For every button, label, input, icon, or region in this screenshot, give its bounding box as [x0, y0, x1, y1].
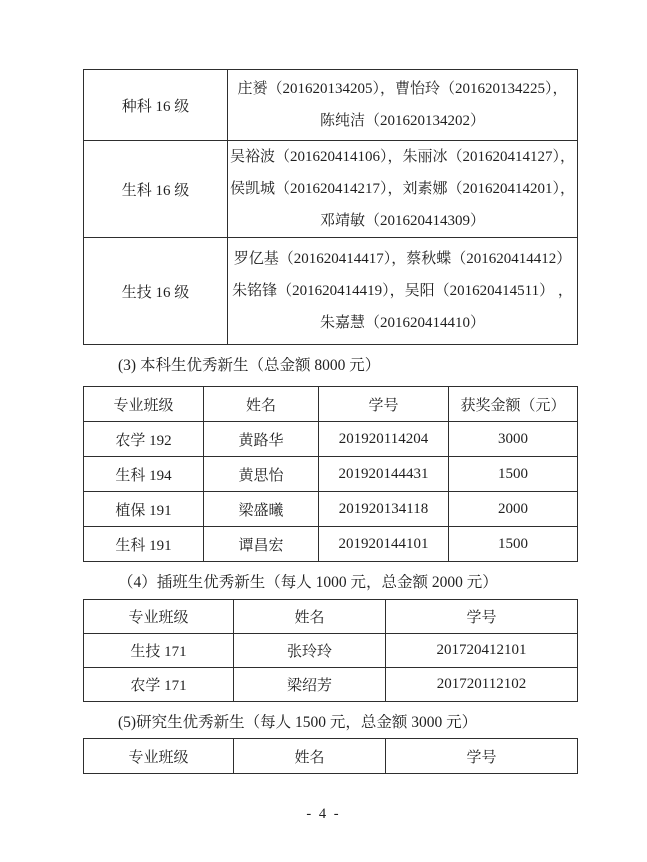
name-cell: 黄思怡 [204, 457, 319, 492]
table-header-row [84, 739, 578, 774]
class-label-cell: 种科 16 级 [84, 70, 228, 141]
winners-line: 吴裕波（201620414106），朱丽冰（201620414127）， [229, 149, 575, 165]
student-id-cell: 201920144101 [319, 527, 449, 562]
header-name: 姓名 [204, 387, 319, 422]
award-amount-cell: 2000 [449, 492, 578, 527]
major-class-cell: 农学 171 [84, 668, 234, 702]
table-row [84, 141, 578, 238]
header-major-class: 专业班级 [84, 387, 204, 422]
winners-line: 罗亿基（201620414417），蔡秋蝶（201620414412） [233, 251, 572, 267]
header-student-id: 学号 [386, 600, 578, 634]
section-4-heading: （4）插班生优秀新生（每人 1000 元，总金额 2000 元） [118, 574, 498, 591]
winners-cell [228, 238, 578, 345]
winners-line: 朱嘉慧（201620414410） [319, 315, 485, 331]
winners-line: 陈纯洁（201620134202） [319, 113, 485, 129]
winners-line: 庄赟（201620134205），曹怡玲（201620134225）， [237, 81, 568, 97]
major-class-cell: 农学 192 [84, 422, 204, 457]
major-class-cell: 生科 194 [84, 457, 204, 492]
table-row [84, 70, 578, 141]
award-amount-cell: 3000 [449, 422, 578, 457]
major-class-cell: 生技 171 [84, 634, 234, 668]
header-name: 姓名 [234, 600, 386, 634]
winners-line: 邓靖敏（201620414309） [319, 213, 485, 229]
name-cell: 谭昌宏 [204, 527, 319, 562]
table-header-row [84, 600, 578, 634]
page-content [83, 69, 577, 774]
winners-line: 朱铭锋（201620414419），吴阳（201620414511） ， [232, 283, 573, 299]
header-name: 姓名 [234, 739, 386, 774]
name-cell: 张玲玲 [234, 634, 386, 668]
winners-cell [228, 70, 578, 141]
header-student-id: 学号 [319, 387, 449, 422]
table-row [84, 634, 578, 668]
header-major-class: 专业班级 [84, 739, 234, 774]
table-row [84, 527, 578, 562]
graduate-freshmen-table [83, 738, 578, 774]
student-id-cell: 201720112102 [386, 668, 578, 702]
student-id-cell: 201920144431 [319, 457, 449, 492]
undergrad-freshmen-table [83, 386, 578, 562]
table-row [84, 492, 578, 527]
page-number: - 4 - [306, 806, 341, 822]
major-class-cell: 植保 191 [84, 492, 204, 527]
name-cell: 梁绍芳 [234, 668, 386, 702]
award-amount-cell: 1500 [449, 527, 578, 562]
table-row [84, 422, 578, 457]
major-class-cell: 生科 191 [84, 527, 204, 562]
header-student-id: 学号 [386, 739, 578, 774]
table-header-row [84, 387, 578, 422]
table-row [84, 668, 578, 702]
class-label-cell: 生科 16 级 [84, 141, 228, 238]
student-id-cell: 201920134118 [319, 492, 449, 527]
name-cell: 梁盛曦 [204, 492, 319, 527]
header-award-amount: 获奖金额（元） [449, 387, 578, 422]
table-row [84, 457, 578, 492]
name-cell: 黄路华 [204, 422, 319, 457]
award-amount-cell: 1500 [449, 457, 578, 492]
class-winners-table [83, 69, 578, 345]
header-major-class: 专业班级 [84, 600, 234, 634]
table-row [84, 238, 578, 345]
student-id-cell: 201920114204 [319, 422, 449, 457]
class-label-cell: 生技 16 级 [84, 238, 228, 345]
student-id-cell: 201720412101 [386, 634, 578, 668]
transfer-freshmen-table [83, 599, 578, 702]
section-3-heading: (3) 本科生优秀新生（总金额 8000 元） [118, 357, 381, 374]
winners-line: 侯凯城（201620414217），刘素娜（201620414201）， [229, 181, 575, 197]
section-5-heading: (5)研究生优秀新生（每人 1500 元，总金额 3000 元） [118, 714, 478, 731]
winners-cell [228, 141, 578, 238]
